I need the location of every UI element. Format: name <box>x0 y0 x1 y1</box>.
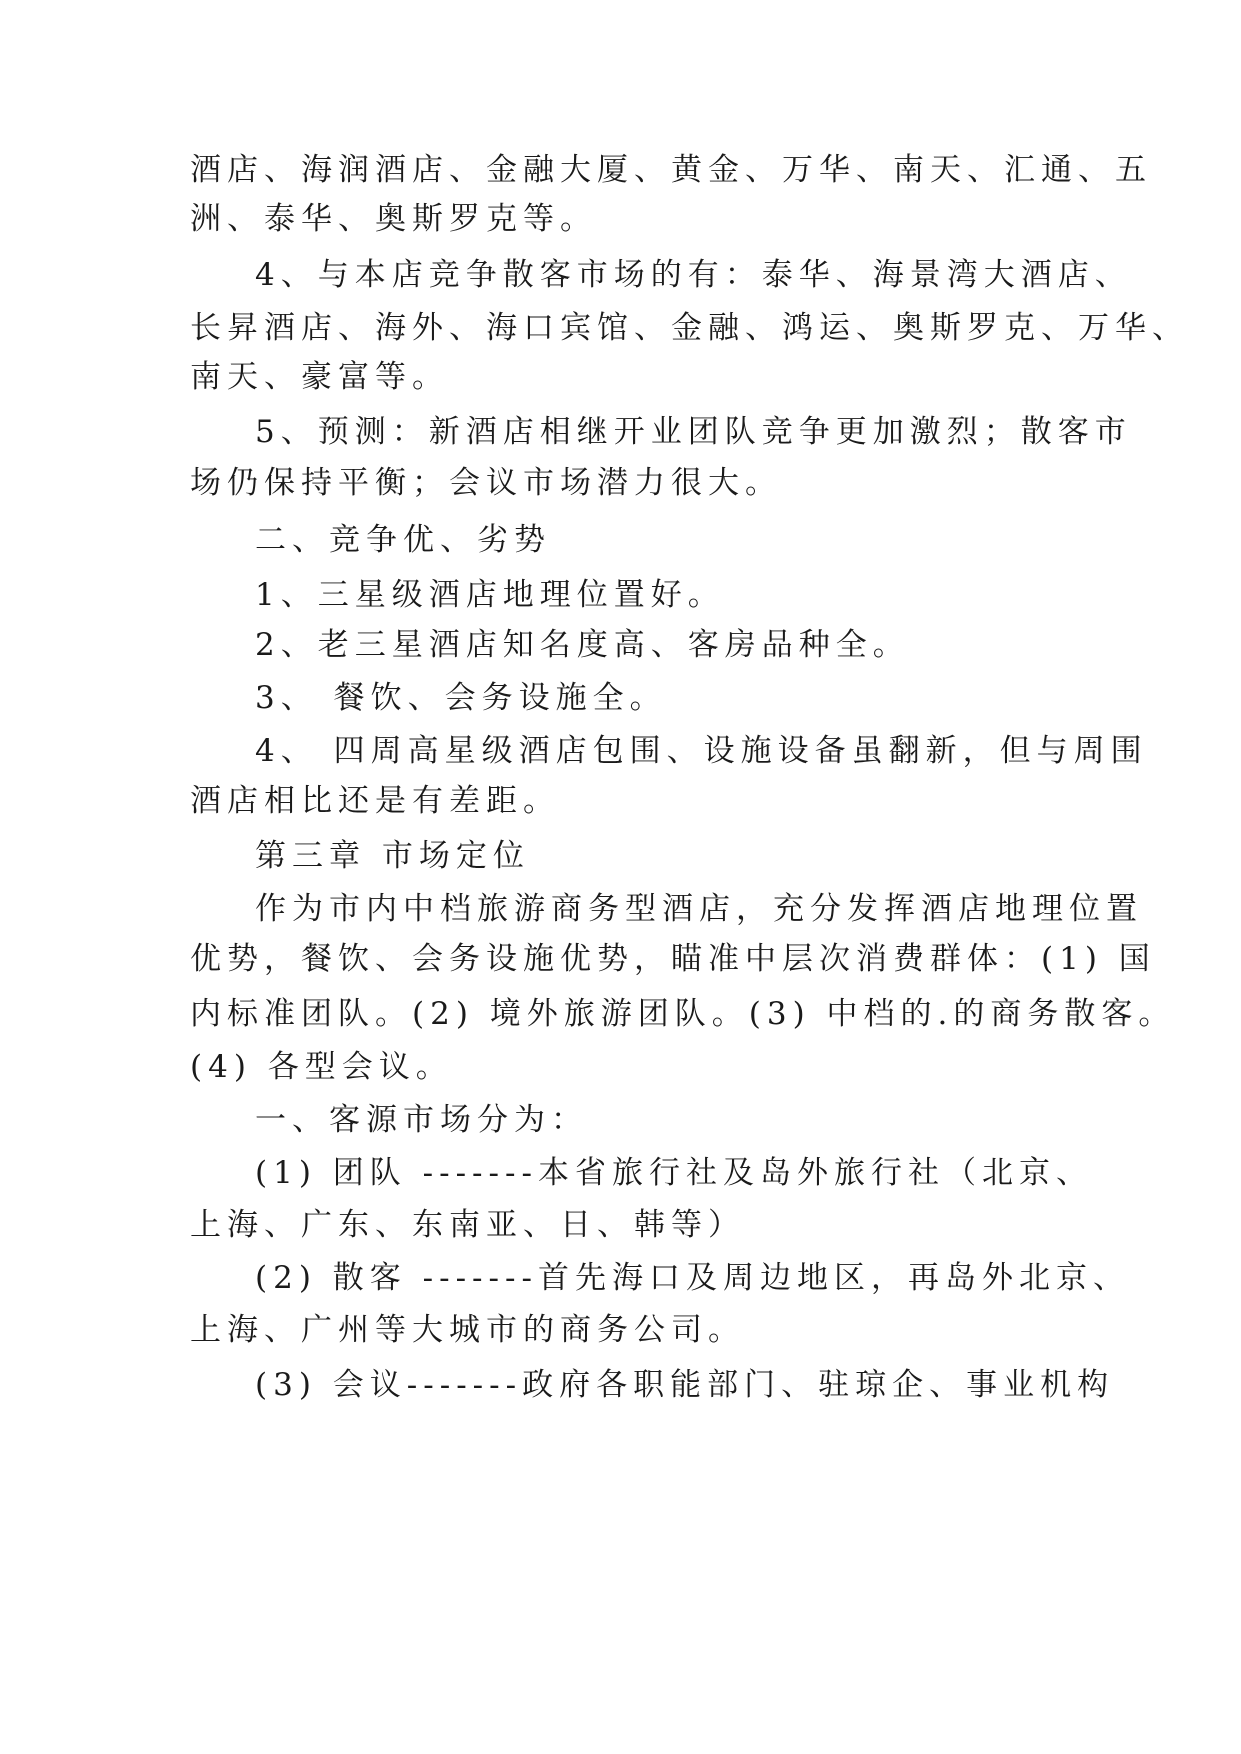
text-line: 2、老三星酒店知名度高、客房品种全。 <box>255 627 910 663</box>
text-line: (4) 各型会议。 <box>190 1049 453 1085</box>
text-line: 酒店、海润酒店、金融大厦、黄金、万华、南天、汇通、五 <box>190 152 1152 188</box>
text-line: 长昇酒店、海外、海口宾馆、金融、鸿运、奥斯罗克、万华、 <box>190 310 1189 346</box>
text-line: 酒店相比还是有差距。 <box>190 783 560 819</box>
text-line: 作为市内中档旅游商务型酒店，充分发挥酒店地理位置 <box>255 891 1143 927</box>
text-line: 上海、广东、东南亚、日、韩等） <box>190 1207 745 1243</box>
text-line: 优势，餐饮、会务设施优势，瞄准中层次消费群体：(1) 国 <box>190 941 1156 977</box>
text-line: 场仍保持平衡；会议市场潜力很大。 <box>190 465 782 501</box>
text-line: 内标准团队。(2) 境外旅游团队。(3) 中档的.的商务散客。 <box>190 996 1176 1032</box>
section-heading: 一、客源市场分为： <box>255 1102 588 1138</box>
section-heading: 二、竞争优、劣势 <box>255 522 551 558</box>
text-line: 洲、泰华、奥斯罗克等。 <box>190 201 597 237</box>
chapter-heading: 第三章 市场定位 <box>255 838 530 874</box>
text-line: 1、三星级酒店地理位置好。 <box>255 577 725 613</box>
text-line: 上海、广州等大城市的商务公司。 <box>190 1312 745 1348</box>
text-line: 南天、豪富等。 <box>190 359 449 395</box>
text-line: 5、预测：新酒店相继开业团队竞争更加激烈；散客市 <box>255 414 1132 450</box>
text-line: (1) 团队 -------本省旅行社及岛外旅行社（北京、 <box>255 1155 1093 1191</box>
text-line: 3、 餐饮、会务设施全。 <box>255 680 667 716</box>
text-line: 4、 四周高星级酒店包围、设施设备虽翻新，但与周围 <box>255 733 1148 769</box>
text-line: (2) 散客 -------首先海口及周边地区，再岛外北京、 <box>255 1260 1130 1296</box>
text-line: (3) 会议-------政府各职能部门、驻琼企、事业机构 <box>255 1367 1115 1403</box>
text-line: 4、与本店竞争散客市场的有：泰华、海景湾大酒店、 <box>255 257 1132 293</box>
